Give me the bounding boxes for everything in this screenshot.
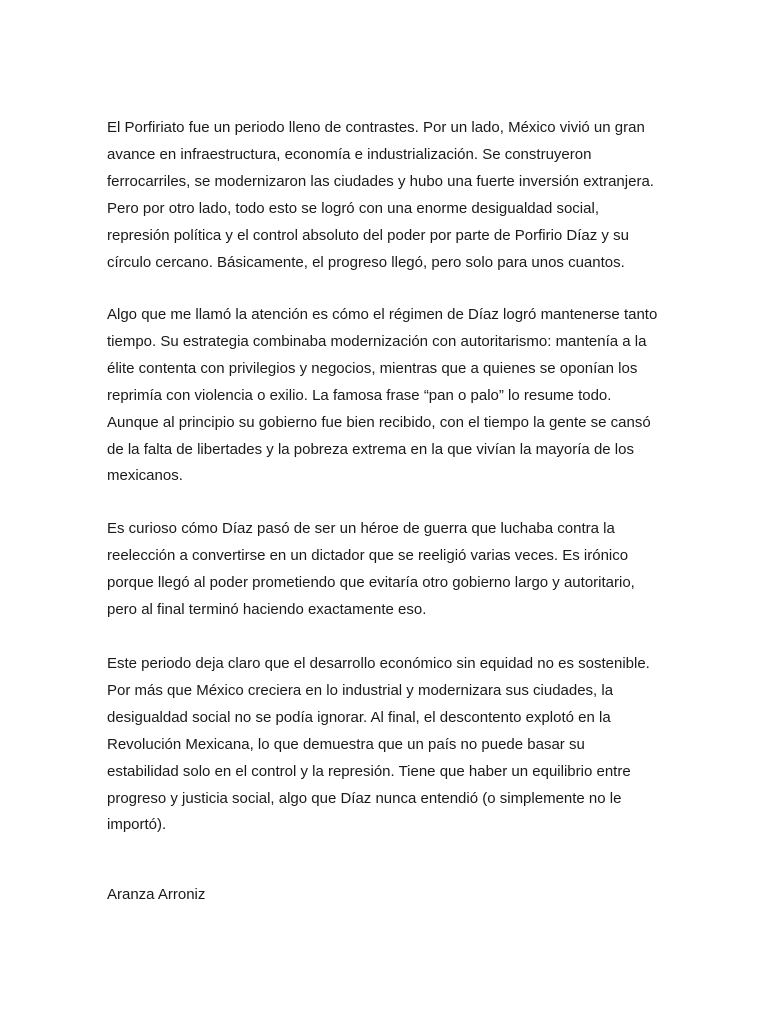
paragraph-4 [107,651,667,839]
paragraph-2 [107,302,667,490]
author-signature [107,882,667,909]
paragraph-line: progreso y justicia social, algo que Díaz nunca entendió (o simplemente no le [107,789,622,807]
paragraph-line: estabilidad solo en el control y la represión. Tiene que haber un equilibrio entre [107,762,631,780]
paragraph-line: reelección a convertirse en un dictador que se reeligió varias veces. Es irónico [107,546,629,564]
paragraph-line: Algo que me llamó la atención es cómo el régimen de Díaz logró mantenerse tanto [107,306,658,323]
paragraph-line: Aunque al principio su gobierno fue bien recibido, con el tiempo la gente se cansó [107,413,651,431]
paragraph-line: Este periodo deja claro que el desarrollo económico sin equidad no es sostenible. [107,655,650,672]
paragraph-line: importó). [107,816,167,834]
paragraph-line: Es curioso cómo Díaz pasó de ser un héroe de guerra que luchaba contra la [107,520,615,537]
paragraph-line: El Porfiriato fue un periodo lleno de contrastes. Por un lado, México vivió un gran [107,119,645,136]
paragraph-line: ferrocarriles, se modernizaron las ciudades y hubo una fuerte inversión extranjera. [107,172,654,190]
paragraph-1 [107,115,667,276]
paragraph-line: mexicanos. [107,467,183,485]
paragraph-line: avance en infraestructura, economía e industrialización. Se construyeron [107,145,592,163]
paragraph-line: porque llegó al poder prometiendo que evitaría otro gobierno largo y autoritario, [107,573,635,591]
paragraph-line: de la falta de libertades y la pobreza extrema en la que vivían la mayoría de los [107,440,634,458]
paragraph-line: Revolución Mexicana, lo que demuestra que un país no puede basar su [107,735,585,753]
paragraph-line: círculo cercano. Básicamente, el progreso llegó, pero solo para unos cuantos. [107,253,625,271]
paragraph-line: desigualdad social no se podía ignorar. Al final, el descontento explotó en la [107,708,611,726]
paragraph-line: reprimía con violencia o exilio. La famosa frase “pan o palo” lo resume todo. [107,386,612,404]
paragraph-line: élite contenta con privilegios y negocios, mientras que a quienes se oponían los [107,359,638,377]
paragraph-line: tiempo. Su estrategia combinaba modernización con autoritarismo: mantenía a la [107,332,647,350]
signature-name: Aranza Arroniz [107,886,206,903]
paragraph-line: represión política y el control absoluto del poder por parte de Porfirio Díaz y su [107,226,629,244]
paragraph-line: Pero por otro lado, todo esto se logró con una enorme desigualdad social, [107,199,599,217]
paragraph-line: Por más que México creciera en lo industrial y modernizara sus ciudades, la [107,681,614,699]
paragraph-3 [107,516,667,624]
paragraph-line: pero al final terminó haciendo exactamente eso. [107,600,427,618]
